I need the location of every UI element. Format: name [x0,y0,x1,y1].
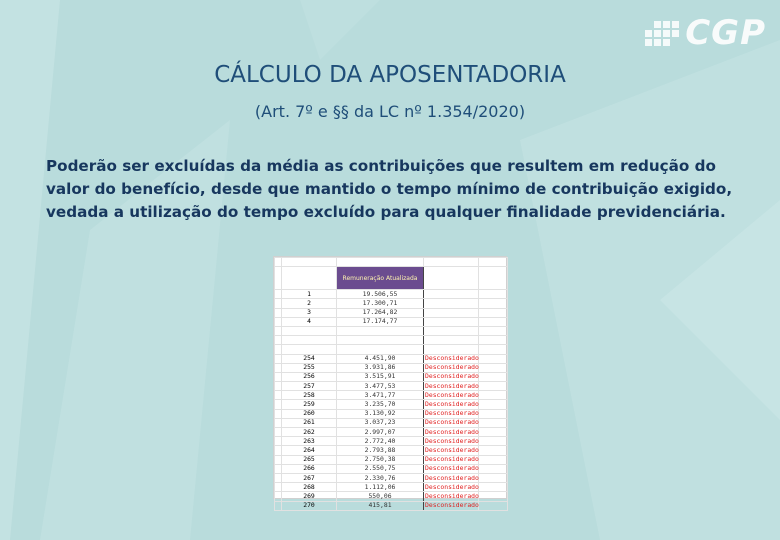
sheet-cell [275,258,282,267]
row-value: 2.793,88 [337,446,424,455]
row-status: Desconsiderado [425,354,479,363]
page-subtitle: (Art. 7º e §§ da LC nº 1.354/2020) [254,102,526,121]
row-number: 266 [282,464,337,473]
row-number: 2 [282,299,337,308]
row-status: Desconsiderado [425,372,479,381]
sheet-cell [479,345,508,354]
logo-grid-icon [645,21,679,46]
sheet-gap-row [275,326,508,335]
sheet-cell [282,345,337,354]
row-value: 1.112,06 [337,483,424,492]
sheet-cell [479,354,508,363]
sheet-cell [479,492,508,501]
sheet-cell [479,267,508,290]
sheet-cell [479,501,508,510]
row-number: 257 [282,382,337,391]
sheet-row [275,455,508,464]
row-number: 262 [282,428,337,437]
page-title: CÁLCULO DA APOSENTADORIA [214,62,566,88]
sheet-cell [275,428,282,437]
sheet-cell [479,418,508,427]
row-value: 3.130,92 [337,409,424,418]
sheet-cell [275,501,282,510]
sheet-cell [479,483,508,492]
sheet-cell [275,464,282,473]
sheet-cell [275,391,282,400]
spreadsheet-image [273,256,507,510]
sheet-cell [479,299,508,308]
row-value: 17.174,77 [337,317,424,326]
row-number: 261 [282,418,337,427]
row-value: 19.506,55 [337,290,424,299]
sheet-cell [275,483,282,492]
sheet-header: Remuneração Atualizada [337,267,424,290]
row-status: Desconsiderado [425,390,479,399]
sheet-cell [275,326,282,335]
row-status: Desconsiderado [425,464,479,473]
sheet-cell [275,290,282,299]
sheet-gap-row [275,345,508,354]
row-status: Desconsiderado [425,482,479,491]
sheet-spacer-row [275,258,508,267]
sheet-cell [424,290,479,299]
row-value: 3.931,86 [337,363,424,372]
sheet-cell [479,400,508,409]
row-number: 256 [282,372,337,381]
sheet-row [275,317,508,326]
sheet-cell [275,473,282,482]
sheet-row [275,299,508,308]
row-value: 2.750,38 [337,455,424,464]
sheet-row [275,501,508,510]
row-status: Desconsiderado [425,491,479,500]
sheet-cell [479,336,508,345]
sheet-cell [479,363,508,372]
row-value: 3.515,91 [337,372,424,381]
sheet-row [275,437,508,446]
sheet-cell [479,317,508,326]
row-number: 254 [282,354,337,363]
row-number: 1 [282,290,337,299]
sheet-cell [479,372,508,381]
sheet-cell [275,437,282,446]
sheet-row [275,473,508,482]
sheet-cell [479,473,508,482]
sheet-cell [337,345,424,354]
row-status: Desconsiderado [425,455,479,464]
row-number: 263 [282,437,337,446]
spreadsheet-table [274,257,508,511]
sheet-cell [479,391,508,400]
row-value: 2.772,40 [337,437,424,446]
row-number: 268 [282,483,337,492]
sheet-cell [275,492,282,501]
sheet-row [275,428,508,437]
sheet-cell [479,382,508,391]
sheet-cell [275,400,282,409]
sheet-cell [424,258,479,267]
sheet-cell [479,409,508,418]
row-number: 264 [282,446,337,455]
sheet-cell [275,418,282,427]
row-status: Desconsiderado [425,363,479,372]
sheet-row [275,372,508,381]
row-value: 3.235,70 [337,400,424,409]
row-number: 265 [282,455,337,464]
sheet-row [275,418,508,427]
logo-text: CGP [685,13,766,53]
sheet-row [275,290,508,299]
sheet-cell [282,267,337,290]
row-status: Desconsiderado [425,409,479,418]
sheet-cell [479,428,508,437]
row-status: Desconsiderado [425,418,479,427]
sheet-cell [479,437,508,446]
sheet-cell [479,464,508,473]
sheet-cell [424,336,479,345]
sheet-cell [275,308,282,317]
cgp-logo [645,13,766,53]
sheet-cell [275,299,282,308]
sheet-cell [479,455,508,464]
row-number: 4 [282,317,337,326]
row-status: Desconsiderado [425,427,479,436]
sheet-cell [479,290,508,299]
sheet-row [275,464,508,473]
sheet-row [275,391,508,400]
sheet-cell [275,354,282,363]
row-value: 17.264,82 [337,308,424,317]
sheet-gap-row [275,336,508,345]
row-value: 4.451,90 [337,354,424,363]
row-number: 260 [282,409,337,418]
sheet-cell [337,336,424,345]
sheet-cell [424,299,479,308]
sheet-row [275,382,508,391]
row-status: Desconsiderado [425,400,479,409]
row-number: 270 [282,501,337,510]
row-number: 259 [282,400,337,409]
row-number: 267 [282,473,337,482]
row-status: Desconsiderado [425,501,479,510]
row-number: 258 [282,391,337,400]
row-number: 255 [282,363,337,372]
row-value: 3.477,53 [337,382,424,391]
sheet-cell [275,267,282,290]
sheet-cell [479,258,508,267]
sheet-row [275,308,508,317]
sheet-cell [282,258,337,267]
row-value: 17.300,71 [337,299,424,308]
sheet-cell [424,317,479,326]
row-number: 269 [282,492,337,501]
sheet-cell [275,455,282,464]
row-value: 550,06 [337,492,424,501]
sheet-row [275,354,508,363]
row-value: 3.471,77 [337,391,424,400]
row-value: 415,81 [337,501,424,510]
sheet-row [275,446,508,455]
sheet-cell [275,446,282,455]
sheet-cell [275,409,282,418]
sheet-row [275,400,508,409]
sheet-cell [424,326,479,335]
row-value: 3.037,23 [337,418,424,427]
sheet-cell [282,326,337,335]
sheet-cell [337,326,424,335]
sheet-cell [424,308,479,317]
sheet-cell [275,363,282,372]
sheet-cell [479,446,508,455]
sheet-row [275,363,508,372]
sheet-cell [275,345,282,354]
row-status: Desconsiderado [425,381,479,390]
row-number: 3 [282,308,337,317]
row-status: Desconsiderado [425,445,479,454]
sheet-row [275,492,508,501]
sheet-cell [424,267,479,290]
sheet-row [275,409,508,418]
sheet-cell [275,372,282,381]
sheet-cell [282,336,337,345]
sheet-cell [479,326,508,335]
row-status: Desconsiderado [425,436,479,445]
body-paragraph: Poderão ser excluídas da média as contribuições que resultem em redução do valor do benefício, desde que mantido o tempo mínimo de contribuição exigido, vedada a utilização do tempo excluído para qualquer finalidade previdenciária. [46,157,733,221]
sheet-cell [337,258,424,267]
sheet-row [275,483,508,492]
sheet-cell [479,308,508,317]
row-value: 2.330,76 [337,473,424,482]
sheet-cell [275,336,282,345]
sheet-cell [275,317,282,326]
sheet-cell [424,345,479,354]
sheet-cell [275,382,282,391]
row-status: Desconsiderado [425,473,479,482]
row-value: 2.550,75 [337,464,424,473]
sheet-header-row [275,267,508,290]
row-value: 2.997,07 [337,428,424,437]
